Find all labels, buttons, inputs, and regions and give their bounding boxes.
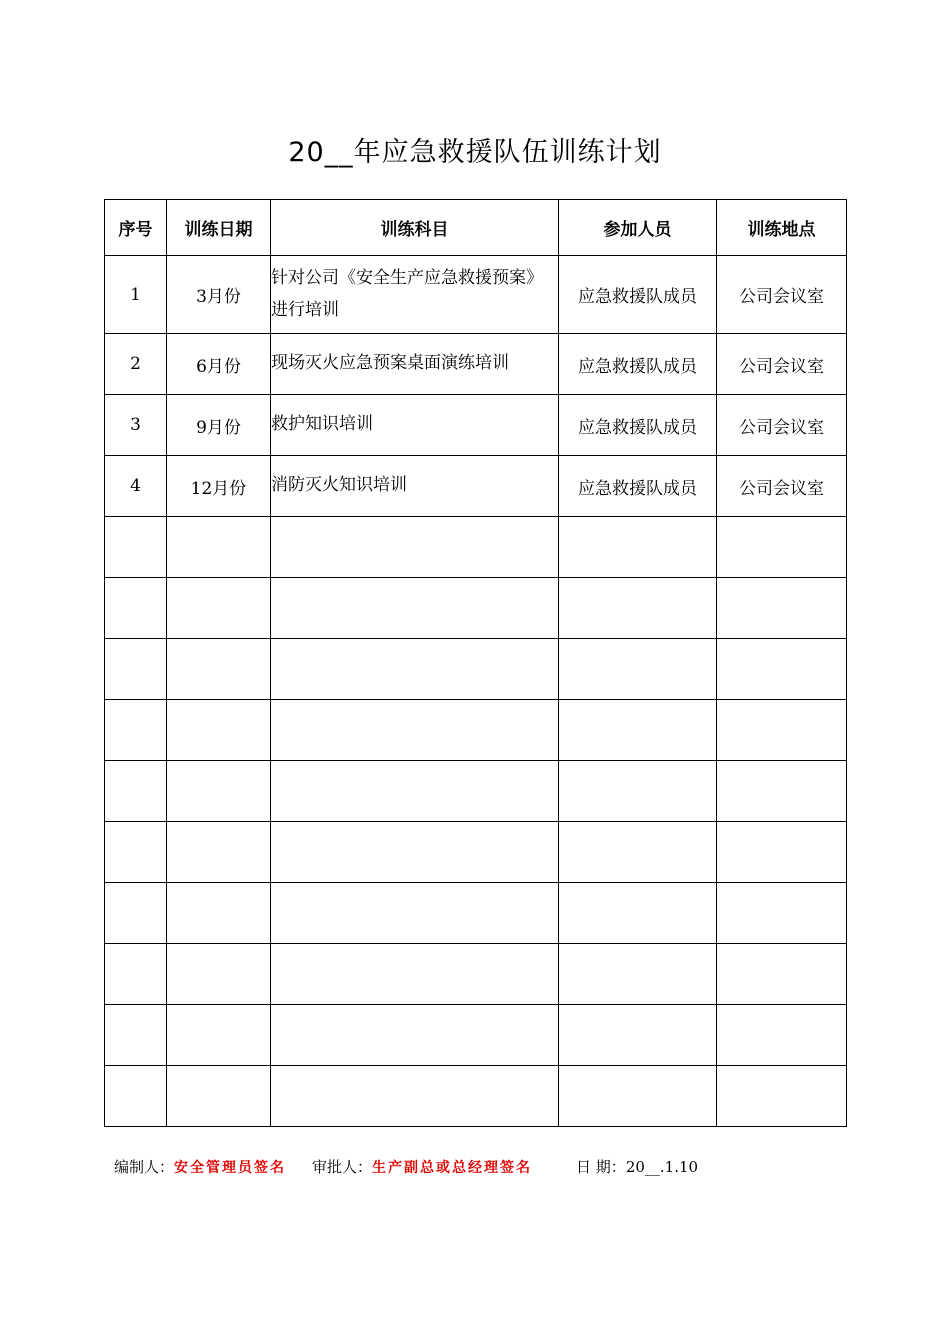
cell-seq: 4 — [105, 456, 167, 517]
cell-subject — [271, 822, 559, 883]
cell-seq — [105, 1005, 167, 1066]
prepared-by-label: 编制人： — [114, 1158, 175, 1176]
cell-date — [167, 1066, 271, 1127]
cell-participants — [559, 700, 717, 761]
cell-subject: 现场灭火应急预案桌面演练培训 — [271, 334, 559, 395]
header-subject: 训练科目 — [271, 200, 559, 256]
cell-location — [717, 822, 847, 883]
cell-subject — [271, 517, 559, 578]
header-location: 训练地点 — [717, 200, 847, 256]
cell-location — [717, 517, 847, 578]
signature-footer — [114, 1156, 698, 1177]
cell-seq — [105, 1066, 167, 1127]
cell-subject: 消防灭火知识培训 — [271, 456, 559, 517]
cell-date — [167, 944, 271, 1005]
table-header-row — [105, 200, 847, 256]
cell-subject: 救护知识培训 — [271, 395, 559, 456]
cell-date — [167, 761, 271, 822]
header-date: 训练日期 — [167, 200, 271, 256]
table-row — [105, 822, 847, 883]
cell-subject — [271, 883, 559, 944]
page-title: 20__年应急救援队伍训练计划 — [288, 137, 662, 168]
cell-seq — [105, 578, 167, 639]
approved-by-label: 审批人： — [312, 1158, 373, 1176]
cell-date — [167, 700, 271, 761]
prepared-by-signature: 安全管理员签名 — [174, 1160, 287, 1176]
cell-subject: 针对公司《安全生产应急救援预案》进行培训 — [271, 256, 559, 334]
cell-location: 公司会议室 — [717, 456, 847, 517]
cell-date — [167, 517, 271, 578]
cell-subject — [271, 639, 559, 700]
table-row — [105, 761, 847, 822]
cell-participants — [559, 1066, 717, 1127]
cell-date — [167, 639, 271, 700]
cell-date: 3月份 — [167, 256, 271, 334]
cell-location — [717, 578, 847, 639]
cell-subject — [271, 578, 559, 639]
cell-subject — [271, 944, 559, 1005]
cell-date: 6月份 — [167, 334, 271, 395]
header-seq: 序号 — [105, 200, 167, 256]
header-participants: 参加人员 — [559, 200, 717, 256]
date-label: 日 期： — [576, 1158, 626, 1176]
cell-seq — [105, 944, 167, 1005]
cell-date: 12月份 — [167, 456, 271, 517]
cell-seq — [105, 700, 167, 761]
cell-location: 公司会议室 — [717, 395, 847, 456]
cell-seq — [105, 517, 167, 578]
cell-location — [717, 1005, 847, 1066]
cell-seq: 3 — [105, 395, 167, 456]
cell-location: 公司会议室 — [717, 256, 847, 334]
cell-date — [167, 1005, 271, 1066]
cell-seq — [105, 761, 167, 822]
cell-location: 公司会议室 — [717, 334, 847, 395]
cell-seq: 1 — [105, 256, 167, 334]
cell-subject — [271, 1005, 559, 1066]
cell-seq — [105, 639, 167, 700]
cell-date — [167, 578, 271, 639]
cell-location — [717, 1066, 847, 1127]
cell-seq — [105, 822, 167, 883]
cell-participants: 应急救援队成员 — [559, 256, 717, 334]
cell-participants: 应急救援队成员 — [559, 334, 717, 395]
table-row — [105, 1066, 847, 1127]
cell-participants — [559, 883, 717, 944]
table-row — [105, 256, 847, 334]
cell-participants — [559, 517, 717, 578]
cell-date — [167, 822, 271, 883]
cell-location — [717, 639, 847, 700]
table-row — [105, 1005, 847, 1066]
cell-location — [717, 944, 847, 1005]
table-row — [105, 334, 847, 395]
table-row — [105, 883, 847, 944]
cell-participants: 应急救援队成员 — [559, 456, 717, 517]
cell-seq — [105, 883, 167, 944]
cell-location — [717, 761, 847, 822]
cell-location — [717, 700, 847, 761]
table-row — [105, 639, 847, 700]
cell-participants — [559, 639, 717, 700]
table-row — [105, 578, 847, 639]
cell-participants — [559, 822, 717, 883]
cell-location — [717, 883, 847, 944]
approved-by-signature: 生产副总或总经理签名 — [372, 1160, 533, 1176]
table-row — [105, 517, 847, 578]
cell-seq: 2 — [105, 334, 167, 395]
cell-subject — [271, 700, 559, 761]
cell-date: 9月份 — [167, 395, 271, 456]
cell-subject — [271, 761, 559, 822]
training-plan-table — [104, 199, 847, 1127]
cell-participants — [559, 944, 717, 1005]
table-row — [105, 456, 847, 517]
table-row — [105, 700, 847, 761]
cell-participants — [559, 1005, 717, 1066]
table-row — [105, 944, 847, 1005]
cell-participants — [559, 578, 717, 639]
table-row — [105, 395, 847, 456]
cell-date — [167, 883, 271, 944]
cell-subject — [271, 1066, 559, 1127]
date-value: 20__.1.10 — [625, 1158, 699, 1176]
cell-participants — [559, 761, 717, 822]
cell-participants: 应急救援队成员 — [559, 395, 717, 456]
